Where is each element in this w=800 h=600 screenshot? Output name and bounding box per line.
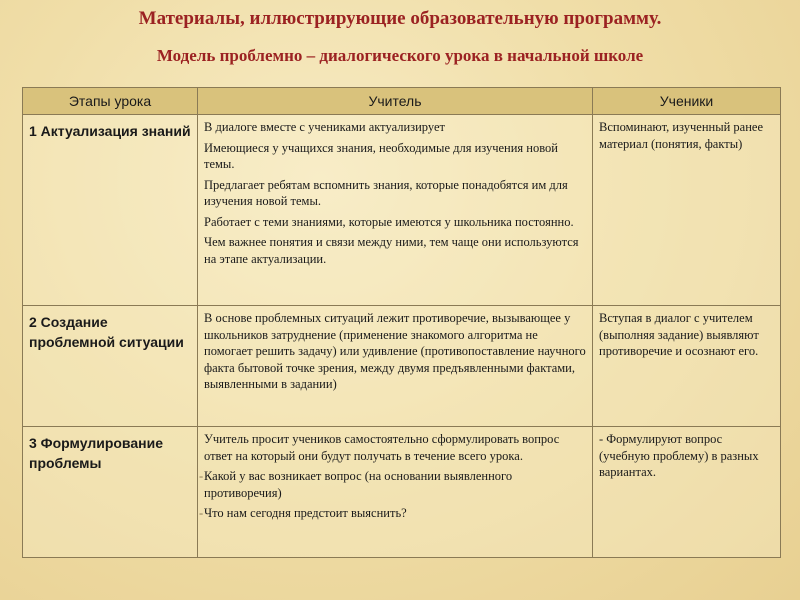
table-row (23, 115, 781, 306)
table-row (23, 427, 781, 558)
teacher-line: - Что нам сегодня предстоит выяснить? (204, 505, 586, 522)
teacher-line: В основе проблемных ситуаций лежит противоречие, вызывающее у школьников затруднение (применение знакомого алгоритма не помогает решить задачу) или удивление (противопоставление научного факта бытовой точке зрения, между двумя предъявленными фактами, выявленными в задании) (204, 311, 586, 391)
header-teacher: Учитель (198, 88, 593, 115)
teacher-cell (198, 427, 593, 558)
students-cell: Вступая в диалог с учителем (выполняя задание) выявляют противоречие и осознают его. (593, 306, 781, 427)
teacher-line: Предлагает ребятам вспомнить знания, которые понадобятся им для изучения новой темы. (204, 177, 568, 208)
header-students: Ученики (593, 88, 781, 115)
lesson-model-table (22, 87, 781, 558)
teacher-cell (198, 306, 593, 427)
teacher-line: В диалоге вместе с учениками актуализирует (204, 120, 445, 134)
teacher-line: Учитель просит учеников самостоятельно сформулировать вопрос ответ на который они будут получать в течение всего урока. (204, 432, 560, 463)
teacher-line: - Какой у вас возникает вопрос (на основании выявленного противоречия) (204, 468, 586, 501)
table-row (23, 306, 781, 427)
stage-cell: 1 Актуализация знаний (23, 115, 198, 306)
teacher-line: Работает с теми знаниями, которые имеются у школьника постоянно. (204, 214, 574, 229)
students-cell: - Формулируют вопрос (учебную проблему) в разных вариантах. (593, 427, 781, 558)
stage-cell: 3 Формулирование проблемы (23, 427, 198, 558)
stage-cell: 2 Создание проблемной ситуации (23, 306, 198, 427)
page-title: Материалы, иллюстрирующие образовательную программу. (138, 8, 662, 29)
teacher-line: Чем важнее понятия и связи между ними, тем чаще они используются на этапе актуализации. (204, 235, 579, 266)
header-stages: Этапы урока (23, 88, 198, 115)
teacher-cell (198, 115, 593, 306)
page-subtitle: Модель проблемно – диалогического урока в начальной школе (156, 46, 644, 65)
table-header-row (23, 88, 781, 115)
students-cell: Вспоминают, изученный ранее материал (понятия, факты) (593, 115, 781, 306)
teacher-line: Имеющиеся у учащихся знания, необходимые для изучения новой темы. (204, 140, 558, 171)
